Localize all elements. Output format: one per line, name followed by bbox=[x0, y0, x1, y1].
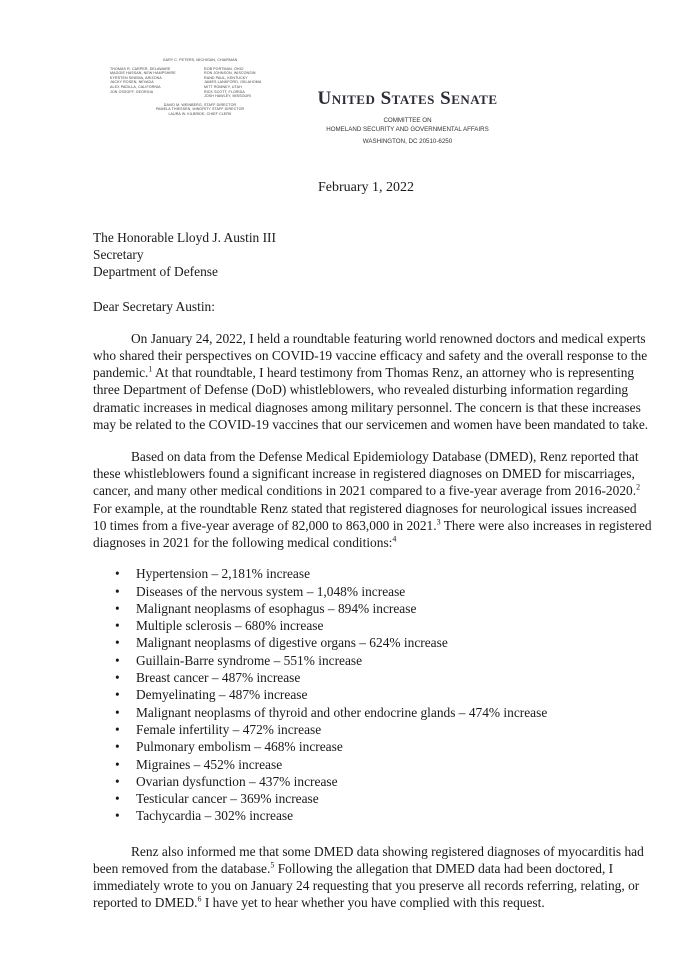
condition-item: • Female infertility – 472% increase bbox=[93, 721, 653, 738]
senate-letterhead bbox=[315, 88, 500, 145]
recipient-address bbox=[93, 229, 653, 281]
recipient-department: Department of Defense bbox=[93, 264, 218, 280]
committee-members-list bbox=[110, 58, 290, 117]
member-name: ALEX PADILLA, CALIFORNIA bbox=[110, 84, 161, 89]
footnote-ref: 5 bbox=[270, 860, 275, 870]
staff-name: LAURA W. KILBRIDE, CHIEF CLERK bbox=[168, 111, 232, 116]
condition-item: • Malignant neoplasms of esophagus – 894% increase bbox=[93, 600, 653, 617]
recipient-name: The Honorable Lloyd J. Austin III bbox=[93, 230, 276, 245]
condition-item: • Demyelinating – 487% increase bbox=[93, 686, 653, 703]
condition-item: • Testicular cancer – 369% increase bbox=[93, 790, 653, 807]
condition-item: • Multiple sclerosis – 680% increase bbox=[93, 617, 653, 634]
condition-item: • Diseases of the nervous system – 1,048% increase bbox=[93, 583, 653, 600]
member-name: JACKY ROSEN, NEVADA bbox=[110, 80, 154, 85]
members-right-column bbox=[204, 67, 290, 99]
recipient-title: Secretary bbox=[93, 247, 144, 263]
footnote-ref: 6 bbox=[197, 894, 202, 904]
paragraph-3: Renz also informed me that some DMED data showing registered diagnoses of myocarditis had been removed from the database.$^5$ Following the allegation that DMED data had been doctored, I immediately wrote to you on January 24 requesting that you preserve all records referring, relating, or reported to DMED.$^6$ I have yet to hear whether you have complied with this request. bbox=[93, 843, 644, 911]
committee-address: WASHINGTON, DC 20510-6250 bbox=[362, 138, 453, 145]
conditions-list bbox=[93, 565, 653, 824]
member-name: RICK SCOTT, FLORIDA bbox=[204, 89, 245, 94]
condition-item: • Ovarian dysfunction – 437% increase bbox=[93, 773, 653, 790]
letter-date: February 1, 2022 bbox=[318, 180, 415, 195]
member-name: JOSH HAWLEY, MISSOURI bbox=[204, 94, 252, 99]
member-name: KYRSTEN SINEMA, ARIZONA bbox=[110, 75, 162, 80]
condition-item: • Breast cancer – 487% increase bbox=[93, 669, 653, 686]
members-left-column bbox=[110, 67, 196, 99]
member-name: RON JOHNSON, WISCONSIN bbox=[204, 71, 256, 76]
footnote-ref: 1 bbox=[148, 364, 153, 374]
committee-staff bbox=[110, 103, 290, 117]
staff-name: DAVID M. WEINBERG, STAFF DIRECTOR bbox=[163, 102, 237, 107]
committee-chair: GARY C. PETERS, MICHIGAN, CHAIRMAN bbox=[162, 58, 238, 62]
paragraph-2: Based on data from the Defense Medical Epidemiology Database (DMED), Renz reported that these whistleblowers found a significant increase in registered diagnoses on DMED for miscarriages, cancer, and many other medical conditions in 2021 compared to a five-year average from 2016-2020.$^2$ For example, at the roundtable Renz stated that registered diagnoses for neurological issues increased 10 times from a five-year average of 82,000 to 863,000 in 2021.$^3$ There were also increases in registered diagnoses in 2021 for the following medical conditions:$^4$ bbox=[93, 449, 652, 551]
letter-body bbox=[93, 229, 653, 912]
footnote-ref: 4 bbox=[392, 534, 397, 544]
committee-name: COMMITTEE ON HOMELAND SECURITY AND GOVERNMENTAL AFFAIRS bbox=[326, 117, 489, 133]
member-name: JON OSSOFF, GEORGIA bbox=[110, 89, 154, 94]
member-name: THOMAS R. CARPER, DELAWARE bbox=[110, 66, 171, 71]
senate-name: United States Senate bbox=[317, 88, 498, 109]
condition-item: • Malignant neoplasms of thyroid and other endocrine glands – 474% increase bbox=[93, 704, 653, 721]
condition-item: • Guillain-Barre syndrome – 551% increase bbox=[93, 652, 653, 669]
member-name: JAMES LANKFORD, OKLAHOMA bbox=[204, 80, 262, 85]
footnote-ref: 3 bbox=[436, 517, 441, 527]
member-name: MAGGIE HASSAN, NEW HAMPSHIRE bbox=[110, 71, 176, 76]
condition-item: • Pulmonary embolism – 468% increase bbox=[93, 738, 653, 755]
member-name: MITT ROMNEY, UTAH bbox=[204, 84, 242, 89]
staff-name: PAMELA THIESSEN, MINORITY STAFF DIRECTOR bbox=[155, 107, 245, 112]
footnote-ref: 2 bbox=[636, 482, 641, 492]
paragraph-1: On January 24, 2022, I held a roundtable featuring world renowned doctors and medical experts who shared their perspectives on COVID-19 vaccine efficacy and safety and the overall response to the pandemic.$^1$ At that roundtable, I heard testimony from Thomas Renz, an attorney who is representing three Department of Defense (DoD) whistleblowers, who revealed disturbing information regarding dramatic increases in medical diagnoses among military personnel. The concern is that these increases may be related to the COVID-19 vaccines that our servicemen and women have been mandated to take. bbox=[93, 330, 649, 432]
condition-item: • Malignant neoplasms of digestive organs – 624% increase bbox=[93, 634, 653, 651]
salutation: Dear Secretary Austin: bbox=[93, 298, 215, 314]
condition-item: • Tachycardia – 302% increase bbox=[93, 807, 653, 824]
member-name: ROB PORTMAN, OHIO bbox=[204, 66, 244, 71]
member-name: RAND PAUL, KENTUCKY bbox=[204, 75, 248, 80]
condition-item: • Migraines – 452% increase bbox=[93, 756, 653, 773]
condition-item: • Hypertension – 2,181% increase bbox=[93, 565, 653, 582]
